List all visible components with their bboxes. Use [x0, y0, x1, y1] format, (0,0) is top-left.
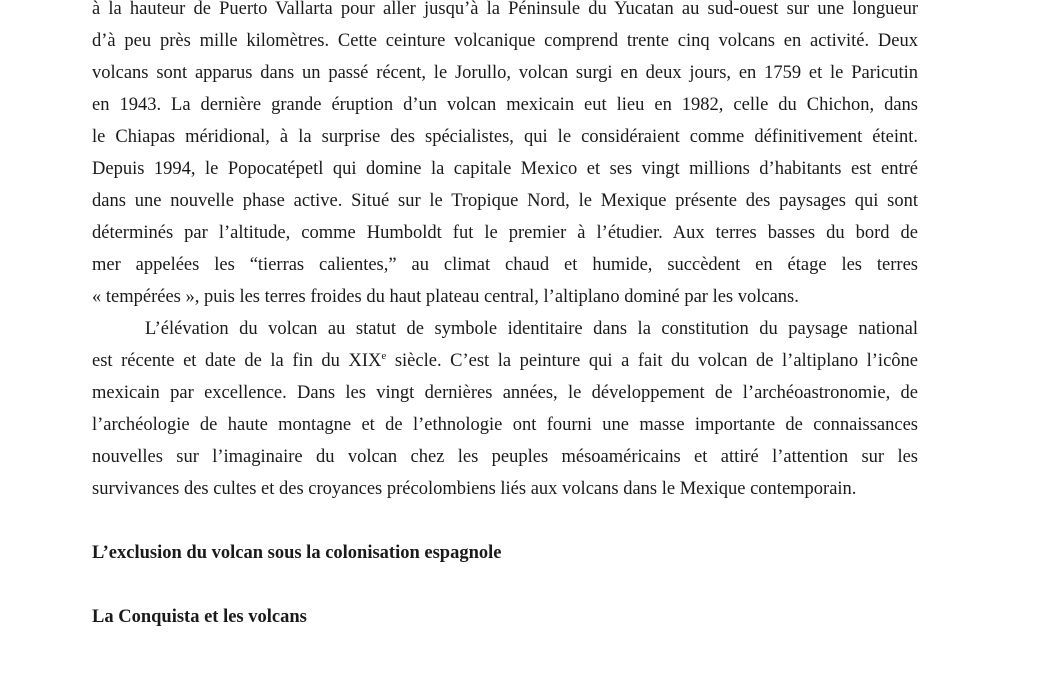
paragraph-1-line-3: volcans sont apparus dans un passé récent, le Jorullo, volcan surgi en deux jours, en 1759 et le Paricutin: [92, 63, 918, 83]
paragraph-2-line-2-after: siècle. C’est la peinture qui a fait du volcan de l’altiplano l’icône: [386, 351, 918, 371]
paragraph-2-line-5: nouvelles sur l’imaginaire du volcan chez les peuples mésoaméricains et attiré l’attention sur les: [92, 447, 918, 467]
subsection-heading: La Conquista et les volcans: [92, 607, 307, 627]
paragraph-1-line-1: à la hauteur de Puerto Vallarta pour aller jusqu’à la Péninsule du Yucatan au sud-ouest sur une longueur: [92, 0, 918, 19]
paragraph-2-line-2: [92, 349, 918, 373]
paragraph-2-line-1: L’élévation du volcan au statut de symbole identitaire dans la constitution du paysage national: [145, 319, 918, 339]
paragraph-1-line-6: Depuis 1994, le Popocatépetl qui domine la capitale Mexico et ses vingt millions d’habitants est entré: [92, 159, 918, 179]
paragraph-2-line-4: l’archéologie de haute montagne et de l’ethnologie ont fourni une masse importante de connaissances: [92, 415, 918, 435]
paragraph-1-line-5: le Chiapas méridional, à la surprise des spécialistes, qui le considéraient comme définitivement éteint.: [92, 127, 918, 147]
paragraph-2-line-6: survivances des cultes et des croyances précolombiens liés aux volcans dans le Mexique contemporain.: [92, 479, 857, 499]
paragraph-2-line-2-before: est récente et date de la fin du XIX: [92, 351, 382, 371]
paragraph-1-line-9: mer appelées les “tierras calientes,” au climat chaud et humide, succèdent en étage les terres: [92, 255, 918, 275]
paragraph-1-line-4: en 1943. La dernière grande éruption d’un volcan mexicain eut lieu en 1982, celle du Chichon, dans: [92, 95, 918, 115]
paragraph-2-line-3: mexicain par excellence. Dans les vingt dernières années, le développement de l’archéoastronomie, de: [92, 383, 918, 403]
century-superscript: e: [381, 350, 387, 362]
paragraph-1-line-7: dans une nouvelle phase active. Situé sur le Tropique Nord, le Mexique présente des paysages qui sont: [92, 191, 918, 211]
section-heading: L’exclusion du volcan sous la colonisation espagnole: [92, 543, 502, 563]
paragraph-1-line-2: d’à peu près mille kilomètres. Cette ceinture volcanique comprend trente cinq volcans en activité. Deux: [92, 31, 918, 51]
paragraph-1-line-10: « tempérées », puis les terres froides du haut plateau central, l’altiplano dominé par les volcans.: [92, 287, 799, 307]
paragraph-1-line-8: déterminés par l’altitude, comme Humboldt fut le premier à l’étudier. Aux terres basses du bord de: [92, 223, 918, 243]
